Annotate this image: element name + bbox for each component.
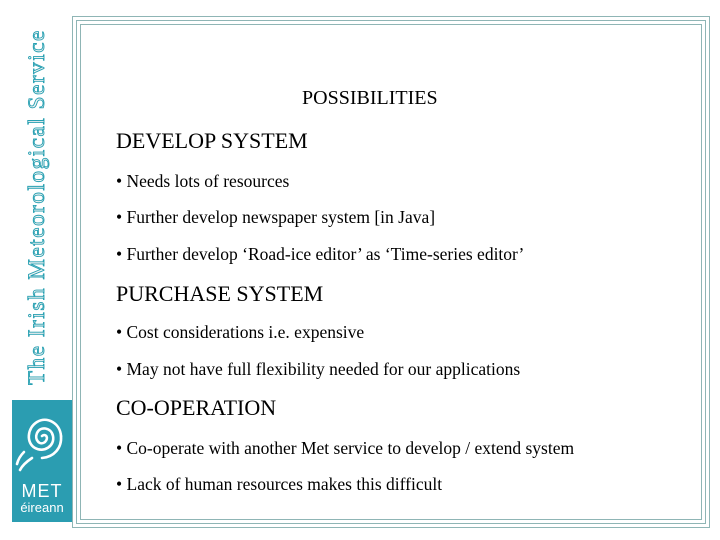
swirl-icon <box>12 400 72 480</box>
bullet-item: • Further develop ‘Road-ice editor’ as ‘Time-series editor’ <box>116 244 525 264</box>
slide-title: POSSIBILITIES <box>302 87 438 109</box>
met-eireann-logo <box>12 400 72 522</box>
bullet-item: • Co-operate with another Met service to develop / extend system <box>116 438 575 458</box>
logo-eireann-text: éireann <box>20 500 64 515</box>
section-heading-develop: DEVELOP SYSTEM <box>116 128 308 153</box>
logo-met-text: MET <box>21 481 63 501</box>
bullet-item: • Cost considerations i.e. expensive <box>116 322 365 342</box>
organization-name: The Irish Meteorological Service <box>24 29 49 385</box>
bullet-item: • Needs lots of resources <box>116 171 290 191</box>
bullet-item: • Lack of human resources makes this difficult <box>116 474 443 494</box>
section-heading-cooperation: CO-OPERATION <box>116 395 277 420</box>
bullet-item: • Further develop newspaper system [in Java] <box>116 207 436 227</box>
section-heading-purchase: PURCHASE SYSTEM <box>116 281 324 306</box>
bullet-item: • May not have full flexibility needed for our applications <box>116 359 521 379</box>
